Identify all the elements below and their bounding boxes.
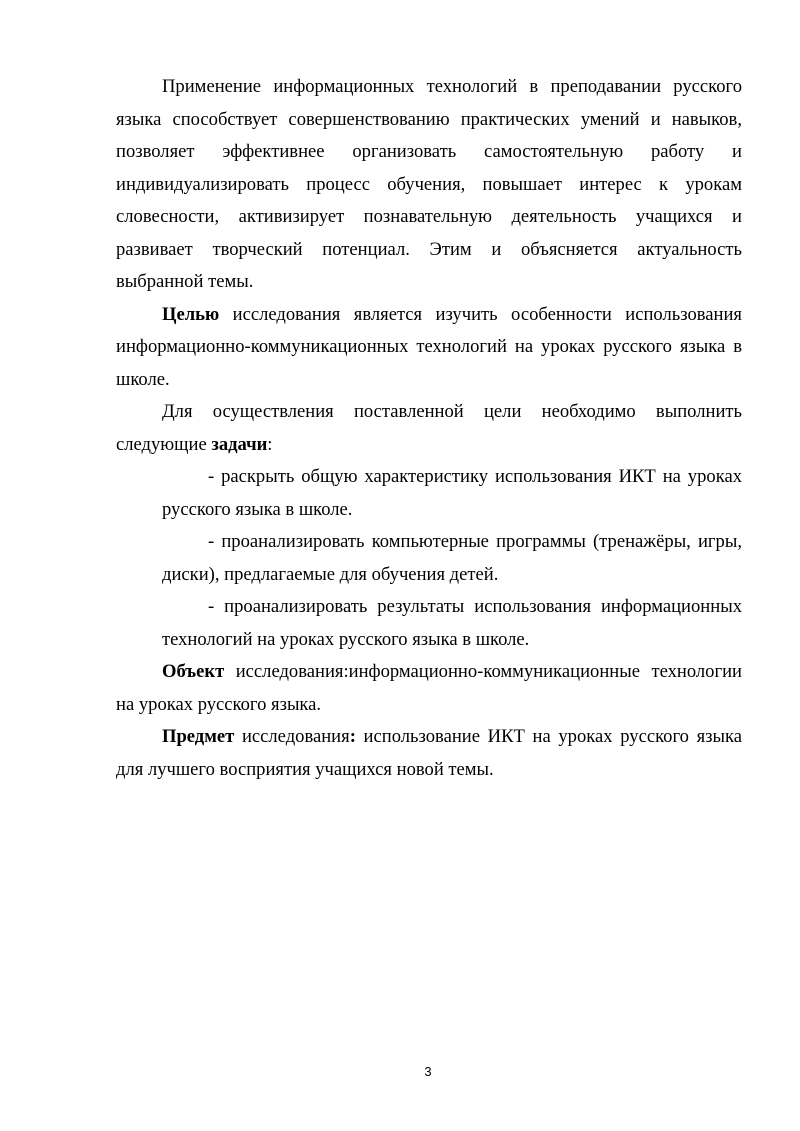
tasks-colon: : — [267, 433, 273, 455]
subject-colon: : — [349, 726, 356, 747]
object-paragraph — [116, 656, 742, 721]
tasks-intro-paragraph — [116, 396, 742, 461]
object-text: исследования:информационно-коммуникационные технологии на уроках русского языка. — [116, 661, 742, 715]
tasks-label: задачи — [211, 433, 268, 455]
page-number: 3 — [424, 1064, 432, 1079]
task-item: - раскрыть общую характеристику использования ИКТ на уроках русского языка в школе. — [162, 466, 742, 520]
object-label: Объект — [162, 661, 225, 682]
subject-paragraph — [116, 721, 742, 786]
task-item: - проанализировать результаты использования информационных технологий на уроках русского языка в школе. — [162, 596, 742, 650]
goal-paragraph — [116, 299, 742, 397]
goal-text: исследования является изучить особенности использования информационно-коммуникационных технологий на уроках русского языка в школе. — [116, 303, 742, 390]
goal-label: Целью — [162, 303, 220, 325]
task-item: - проанализировать компьютерные программы (тренажёры, игры, диски), предлагаемые для обучения детей. — [162, 531, 742, 585]
subject-mid: исследования — [234, 726, 350, 747]
subject-text: использование ИКТ на уроках русского языка для лучшего восприятия учащихся новой темы. — [116, 726, 742, 780]
intro-paragraph: Применение информационных технологий в преподавании русского языка способствует совершенствованию практических умений и навыков, позволяет эффективнее организовать самостоятельную работу и индивидуализировать процесс обучения, повышает интерес к урокам словесности, активизирует познавательную деятельность учащихся и развивает творческий потенциал. Этим и объясняется актуальность выбранной темы. — [116, 76, 742, 292]
tasks-intro-text: Для осуществления поставленной цели необходимо выполнить следующие — [116, 401, 742, 455]
subject-label: Предмет — [162, 726, 235, 747]
document-body — [116, 71, 742, 786]
